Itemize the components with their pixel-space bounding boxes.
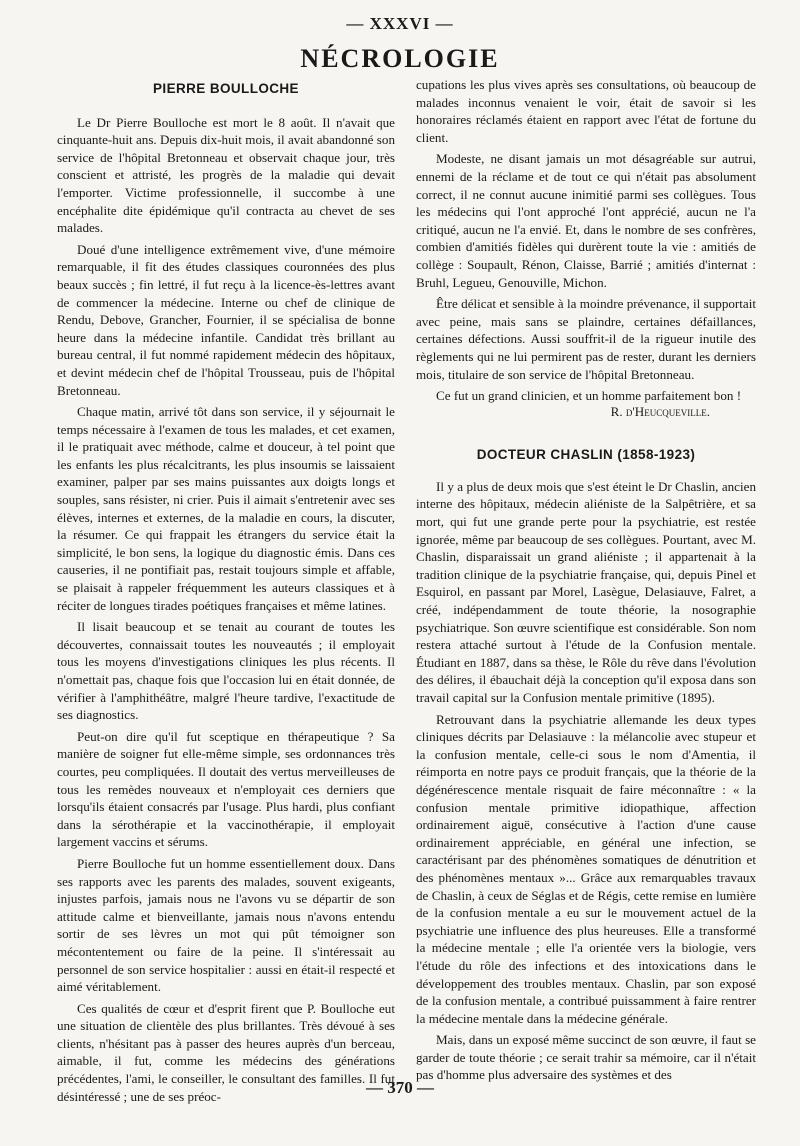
page-header-roman: — XXXVI — bbox=[346, 14, 454, 33]
paragraph: Doué d'une intelligence extrêmement vive, d'une mémoire remarquable, il fit des études classiques couronnées des plus beaux succès ; fin lettré, il fut reçu à la licence-ès-lettres avant de commencer la médecine. Interne ou chef de clinique de Rendu, Debove, Grancher, Fournier, il se spécialisa de bonne heure dans la médecine infantile. Candidat très brillant au bureau central, il fut nommé rapidement médecin des hôpitaux, et devint médecin chef de l'hôpital Trousseau, puis de l'hôpital Bretonneau. bbox=[57, 241, 395, 398]
right-column bbox=[416, 76, 756, 1088]
paragraph: Peut-on dire qu'il fut sceptique en thérapeutique ? Sa manière de soigner fut elle-même simple, ses ordonnances très courtes, peu compliquées. Il doutait des vertus merveilleuses de tous les remèdes nouveaux et n'employait ces derniers que lorsqu'ils étaient consacrés par l'usage. Plus hardi, plus confiant dans la sérothérapie et la vaccinothérapie, il employait largement vaccins et sérums. bbox=[57, 728, 395, 850]
article-title-chaslin: DOCTEUR CHASLIN (1858-1923) bbox=[476, 447, 696, 463]
paragraph: Pierre Boulloche fut un homme essentiellement doux. Dans ses rapports avec les parents des malades, souvent exigeants, injustes parfois, jamais nous ne l'avons vu se départir de son attitude calme et bienveillante, jamais nous n'avons entendu sortir de ses lèvres un mot qui pût témoigner son mécontentement ou faire de la peine. Il s'intéressait au personnel de son service hospitalier : aussi en était-il respecté et aimé véritablement. bbox=[57, 855, 395, 995]
paragraph: Modeste, ne disant jamais un mot désagréable sur autrui, ennemi de la réclame et de tout ce qui n'était pas absolument correct, il ne connut aucune inimitié parmi ses collègues. Tous les médecins qui l'ont approché l'ont apprécié, aucun ne l'a critiqué, aucun ne l'a envié. Et, dans le nombre de ses confrères, combien d'amitiés fidèles qui durèrent toute la vie : amitiés de collège : Soupault, Rénon, Claisse, Barrié ; amitiés d'internat : Bruhl, Legueu, Genouville, Michon. bbox=[416, 151, 756, 290]
paragraph: Ces qualités de cœur et d'esprit firent que P. Boulloche eut une situation de clientèle des plus brillantes. Très dévoué à ses clients, n'hésitant pas à passer des heures auprès d'un berceau, aimable, il fut, comme les médecins des générations précédentes, l'ami, le conseiller, le consultant des familles. Il fut désintéressé ; une de ses préoc- bbox=[57, 1000, 395, 1104]
paragraph: Chaque matin, arrivé tôt dans son service, il y séjournait le temps nécessaire à l'examen de tous les malades, et cet examen, il le pratiquait avec méthode, calme et douceur, à tel point que les enfants les plus récalcitrants, les plus insoumis se laissaient examiner, palper par ses mains puissantes aux doigts longs et souples, sans résister, ni crier. Puis il aimait s'entretenir avec ses élèves, internes et externes, de la maladie en cours, la discuter, la résumer. Ce qui frappait les étrangers du service était la simplicité, le bon sens, la logique du diagnostic émis. Dans ces causeries, il ne pontifiait pas, restait toujours simple et affable, se plaisait à rappeler fréquemment les auteurs classiques et à réciter de longues tirades poétiques françaises et même latines. bbox=[57, 404, 395, 613]
paragraph: Le Dr Pierre Boulloche est mort le 8 août. Il n'avait que cinquante-huit ans. Depuis dix-huit mois, il avait abandonné son service de l'hôpital Bretonneau et observait chaque jour, très conscient et attristé, les progrès de la maladie qui devait l'emporter. Victime professionnelle, il succombe à une encéphalite dite épidémique qu'il contracta au chevet de ses malades. bbox=[57, 114, 395, 236]
paragraph: Mais, dans un exposé même succinct de son œuvre, il faut se garder de toute théorie ; ce serait trahir sa mémoire, car il n'était pas d'homme plus adversaire des systèmes et des bbox=[416, 1032, 756, 1083]
article-title-boulloche: PIERRE BOULLOCHE bbox=[153, 81, 299, 96]
closing-line: Ce fut un grand clinicien, et un homme parfaitement bon ! bbox=[436, 388, 742, 404]
section-title: NÉCROLOGIE bbox=[300, 44, 500, 73]
author-signature: R. d'Heucqueville. bbox=[610, 403, 710, 419]
page-number: — 370 — bbox=[366, 1078, 434, 1097]
signature-line bbox=[416, 403, 756, 421]
paragraph-continuation: cupations les plus vives après ses consultations, où beaucoup de malades inconnus venaient le voir, était de savoir si les honoraires réclamés étaient en rapport avec l'état de fortune du client. bbox=[416, 77, 756, 145]
paragraph: Il lisait beaucoup et se tenait au courant de toutes les découvertes, connaissait toutes les nouveautés ; il employait tous les moyens d'investigations cliniques les plus récents. Il n'omettait pas, chaque fois que l'occasion lui en était donnée, de vérifier à l'amphithéâtre, malgré l'heure tardive, l'exactitude de ses diagnostics. bbox=[57, 619, 395, 723]
paragraph: Il y a plus de deux mois que s'est éteint le Dr Chaslin, ancien interne des hôpitaux, médecin aliéniste de la Salpêtrière, et sa mort, qui fut une grande perte pour la psychiatrie, est restée ignorée, même par beaucoup de ses collègues. Pourtant, avec M. Chaslin, disparaissait un grand aliéniste ; il appartenait à la tradition clinique de la psychiatrie française, qui, depuis Pinel et Esquirol, en passant par Morel, Lasègue, Delasiauve, Falret, a créé, indépendamment de toute théorie, la nosographie psychiatrique. Son œuvre scientifique est considérable. Son nom restera attaché surtout à l'étude de la Confusion mentale. Étudiant en 1887, dans sa thèse, le Rôle du rêve dans l'évolution des délires, il ébauchait déjà la conception qu'il exposa dans son travail capital sur la Confusion mentale primitive (1895). bbox=[416, 478, 756, 705]
left-column bbox=[57, 78, 395, 1109]
paragraph: Retrouvant dans la psychiatrie allemande les deux types cliniques décrits par Delasiauve : la mélancolie avec stupeur et la confusion mentale, celle-ci sous le nom d'Amentia, il réimporta en notre pays ce produit français, que la théorie de la dégénérescence mentale risquait de faire méconnaître : « la confusion mentale primitive idiopathique, affection ordinairement aiguë, consécutive à l'action d'une cause ordinairement appréciable, en général une infection, se caractérisant par des phénomènes somatiques de dénutrition et des phénomènes mentaux »... Grâce aux remarquables travaux de Chaslin, à ceux de Séglas et de Régis, cette remise en lumière de la confusion mentale a eu sur le mouvement actuel de la psychiatrie une influence des plus heureuses. Elle a transformé la médecine mentale ; elle l'a orientée vers la biologie, vers l'étude du rôle des infections et des intoxications dans le développement des troubles mentaux. Chaslin, par son exposé de la confusion mentale, a contribué puissamment à faire rentrer la médecine mentale dans la médecine générale. bbox=[416, 711, 756, 1026]
paragraph: Être délicat et sensible à la moindre prévenance, il supportait avec peine, mais sans se plaindre, certaines défaillances, certaines défections. Aussi souffrit-il de la rigueur inutile des règlements qui ne lui permirent pas de rester, durant les derniers mois, titulaire de son service de l'hôpital Bretonneau. bbox=[416, 296, 756, 382]
